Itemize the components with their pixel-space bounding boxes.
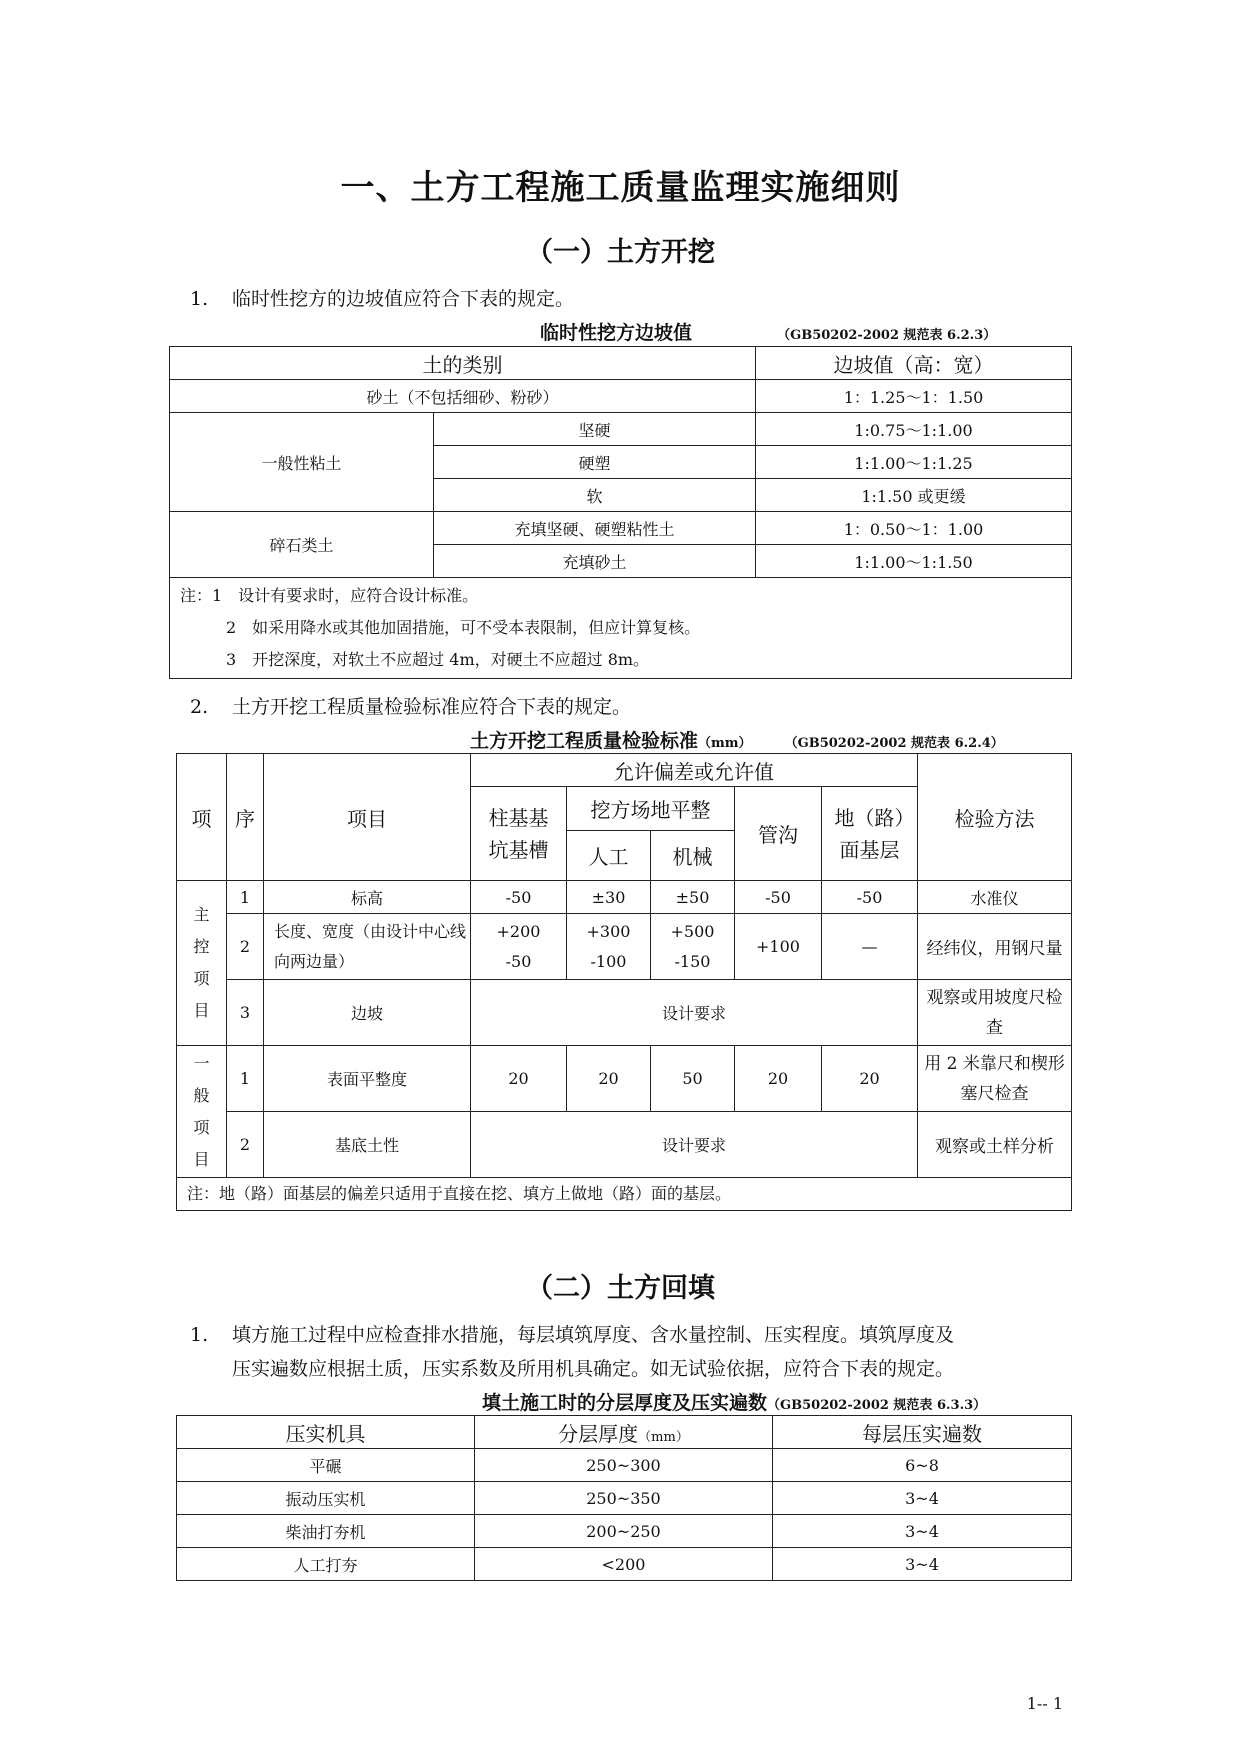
row-item: 标高 — [264, 881, 471, 914]
cell-pit: 20 — [471, 1046, 567, 1112]
cell-machine: 人工打夯 — [177, 1548, 475, 1581]
cell-trench: +100 — [735, 914, 822, 980]
row-item: 边坡 — [264, 980, 471, 1046]
cell-pit: -50 — [471, 881, 567, 914]
section-heading-backfill: （二）土方回填 — [526, 1273, 715, 1304]
table2-ref: （GB50202-2002 规范表 6.2.4） — [784, 736, 1004, 751]
table3-ref: （GB50202-2002 规范表 6.3.3） — [767, 1398, 987, 1413]
table2-caption: 土方开挖工程质量检验标准 — [470, 730, 699, 752]
cell-design-requirement: 设计要求 — [471, 980, 918, 1046]
table1-caption-line — [540, 318, 996, 345]
table3-caption: 填土施工时的分层厚度及压实遍数 — [482, 1392, 768, 1414]
cell-passes: 3~4 — [773, 1548, 1072, 1581]
header-method: 检验方法 — [918, 754, 1072, 881]
clay-sub: 硬塑 — [434, 446, 756, 479]
cell-passes: 3~4 — [773, 1482, 1072, 1515]
header-manual: 人工 — [567, 831, 651, 881]
cell-machine: 50 — [651, 1046, 735, 1112]
row-sand-label: 砂土（不包括细砂、粉砂） — [170, 380, 756, 413]
main-control-group: 主控项目 — [177, 881, 227, 1046]
row-sand-value: 1：1.25～1：1.50 — [756, 380, 1072, 413]
clay-value: 1:0.75～1:1.00 — [756, 413, 1072, 446]
header-pit: 柱基基坑基槽 — [471, 787, 567, 881]
note-line: 注：1 设计有要求时，应符合设计标准。 — [180, 586, 479, 605]
clay-value: 1:1.50 或更缓 — [756, 479, 1072, 512]
cell-design-requirement: 设计要求 — [471, 1112, 918, 1178]
row-item: 表面平整度 — [264, 1046, 471, 1112]
cell-machine: 振动压实机 — [177, 1482, 475, 1515]
cell-machine: +500 -150 — [651, 914, 735, 980]
cell-method: 经纬仪，用钢尺量 — [918, 914, 1072, 980]
cell-trench: 20 — [735, 1046, 822, 1112]
cell-manual: 20 — [567, 1046, 651, 1112]
cell-road: 20 — [822, 1046, 918, 1112]
cell-road: -50 — [822, 881, 918, 914]
header-machine: 机械 — [651, 831, 735, 881]
cell-pit: +200 -50 — [471, 914, 567, 980]
header-item: 项目 — [264, 754, 471, 881]
cell-road: — — [822, 914, 918, 980]
cell-method: 水准仪 — [918, 881, 1072, 914]
header-soil-type: 土的类别 — [170, 347, 756, 380]
cell-thickness: <200 — [475, 1548, 773, 1581]
row-seq: 3 — [227, 980, 264, 1046]
excavation-item-2 — [190, 690, 631, 724]
table2-caption-line — [470, 726, 1004, 753]
table1-notes — [170, 578, 1072, 679]
cell-trench: -50 — [735, 881, 822, 914]
row-seq: 2 — [227, 914, 264, 980]
cell-manual: ±30 — [567, 881, 651, 914]
cell-passes: 3~4 — [773, 1515, 1072, 1548]
page-title: 一、土方工程施工质量监理实施细则 — [340, 168, 901, 208]
row-seq: 1 — [227, 881, 264, 914]
row-item: 基底土性 — [264, 1112, 471, 1178]
item-text: 填方施工过程中应检查排水措施，每层填筑厚度、含水量控制、压实程度。填筑厚度及 — [232, 1324, 955, 1346]
cell-machine: ±50 — [651, 881, 735, 914]
general-group: 一般项目 — [177, 1046, 227, 1178]
gravel-value: 1:1.00～1:1.50 — [756, 545, 1072, 578]
gravel-value: 1：0.50～1：1.00 — [756, 512, 1072, 545]
table2-unit: （mm） — [698, 736, 752, 751]
header-thickness: 分层厚度（mm） — [475, 1416, 773, 1449]
header-machine: 压实机具 — [177, 1416, 475, 1449]
cell-machine: 平碾 — [177, 1449, 475, 1482]
item-number: 1. — [190, 288, 209, 310]
cell-thickness: 250~350 — [475, 1482, 773, 1515]
cell-manual: +300 -100 — [567, 914, 651, 980]
group-clay-label: 一般性粘土 — [170, 413, 434, 512]
header-trench: 管沟 — [735, 787, 822, 881]
header-xiang: 项 — [177, 754, 227, 881]
cell-method: 观察或用坡度尺检查 — [918, 980, 1072, 1046]
gravel-sub: 充填砂土 — [434, 545, 756, 578]
item-number: 1. — [190, 1324, 209, 1346]
item-text: 临时性挖方的边坡值应符合下表的规定。 — [232, 288, 575, 310]
header-site: 挖方场地平整 — [567, 787, 735, 831]
header-allowance: 允许偏差或允许值 — [471, 754, 918, 787]
cell-method: 观察或土样分析 — [918, 1112, 1072, 1178]
gravel-sub: 充填坚硬、硬塑粘性土 — [434, 512, 756, 545]
page-number: 1-- 1 — [1026, 1694, 1063, 1713]
table2-note: 注：地（路）面基层的偏差只适用于直接在挖、填方上做地（路）面的基层。 — [177, 1178, 1072, 1211]
table1-caption: 临时性挖方边坡值 — [540, 322, 693, 344]
cell-passes: 6~8 — [773, 1449, 1072, 1482]
item-number: 2. — [190, 696, 209, 718]
cell-thickness: 200~250 — [475, 1515, 773, 1548]
cell-machine: 柴油打夯机 — [177, 1515, 475, 1548]
cell-thickness: 250~300 — [475, 1449, 773, 1482]
excavation-quality-table — [176, 753, 1072, 1211]
item-text: 土方开挖工程质量检验标准应符合下表的规定。 — [232, 696, 632, 718]
note-line: 3 开挖深度，对软土不应超过 4m，对硬土不应超过 8m。 — [226, 650, 650, 669]
note-line: 2 如采用降水或其他加固措施，可不受本表限制，但应计算复核。 — [226, 618, 701, 637]
table3-caption-line — [482, 1388, 986, 1415]
cell-method: 用 2 米靠尺和楔形塞尺检查 — [918, 1046, 1072, 1112]
header-xu: 序 — [227, 754, 264, 881]
header-slope: 边坡值（高：宽） — [756, 347, 1072, 380]
row-seq: 1 — [227, 1046, 264, 1112]
backfill-item-1 — [190, 1318, 1070, 1386]
excavation-item-1 — [190, 282, 574, 316]
clay-sub: 软 — [434, 479, 756, 512]
clay-sub: 坚硬 — [434, 413, 756, 446]
section-heading-excavation: （一）土方开挖 — [526, 237, 715, 268]
compaction-table — [176, 1415, 1072, 1581]
header-passes: 每层压实遍数 — [773, 1416, 1072, 1449]
slope-table — [169, 346, 1072, 679]
table1-ref: （GB50202-2002 规范表 6.2.3） — [777, 328, 997, 343]
header-road: 地（路）面基层 — [822, 787, 918, 881]
row-item: 长度、宽度（由设计中心线向两边量） — [264, 914, 471, 980]
group-gravel-label: 碎石类土 — [170, 512, 434, 578]
item-text: 压实遍数应根据土质，压实系数及所用机具确定。如无试验依据，应符合下表的规定。 — [232, 1358, 955, 1380]
clay-value: 1:1.00～1:1.25 — [756, 446, 1072, 479]
row-seq: 2 — [227, 1112, 264, 1178]
